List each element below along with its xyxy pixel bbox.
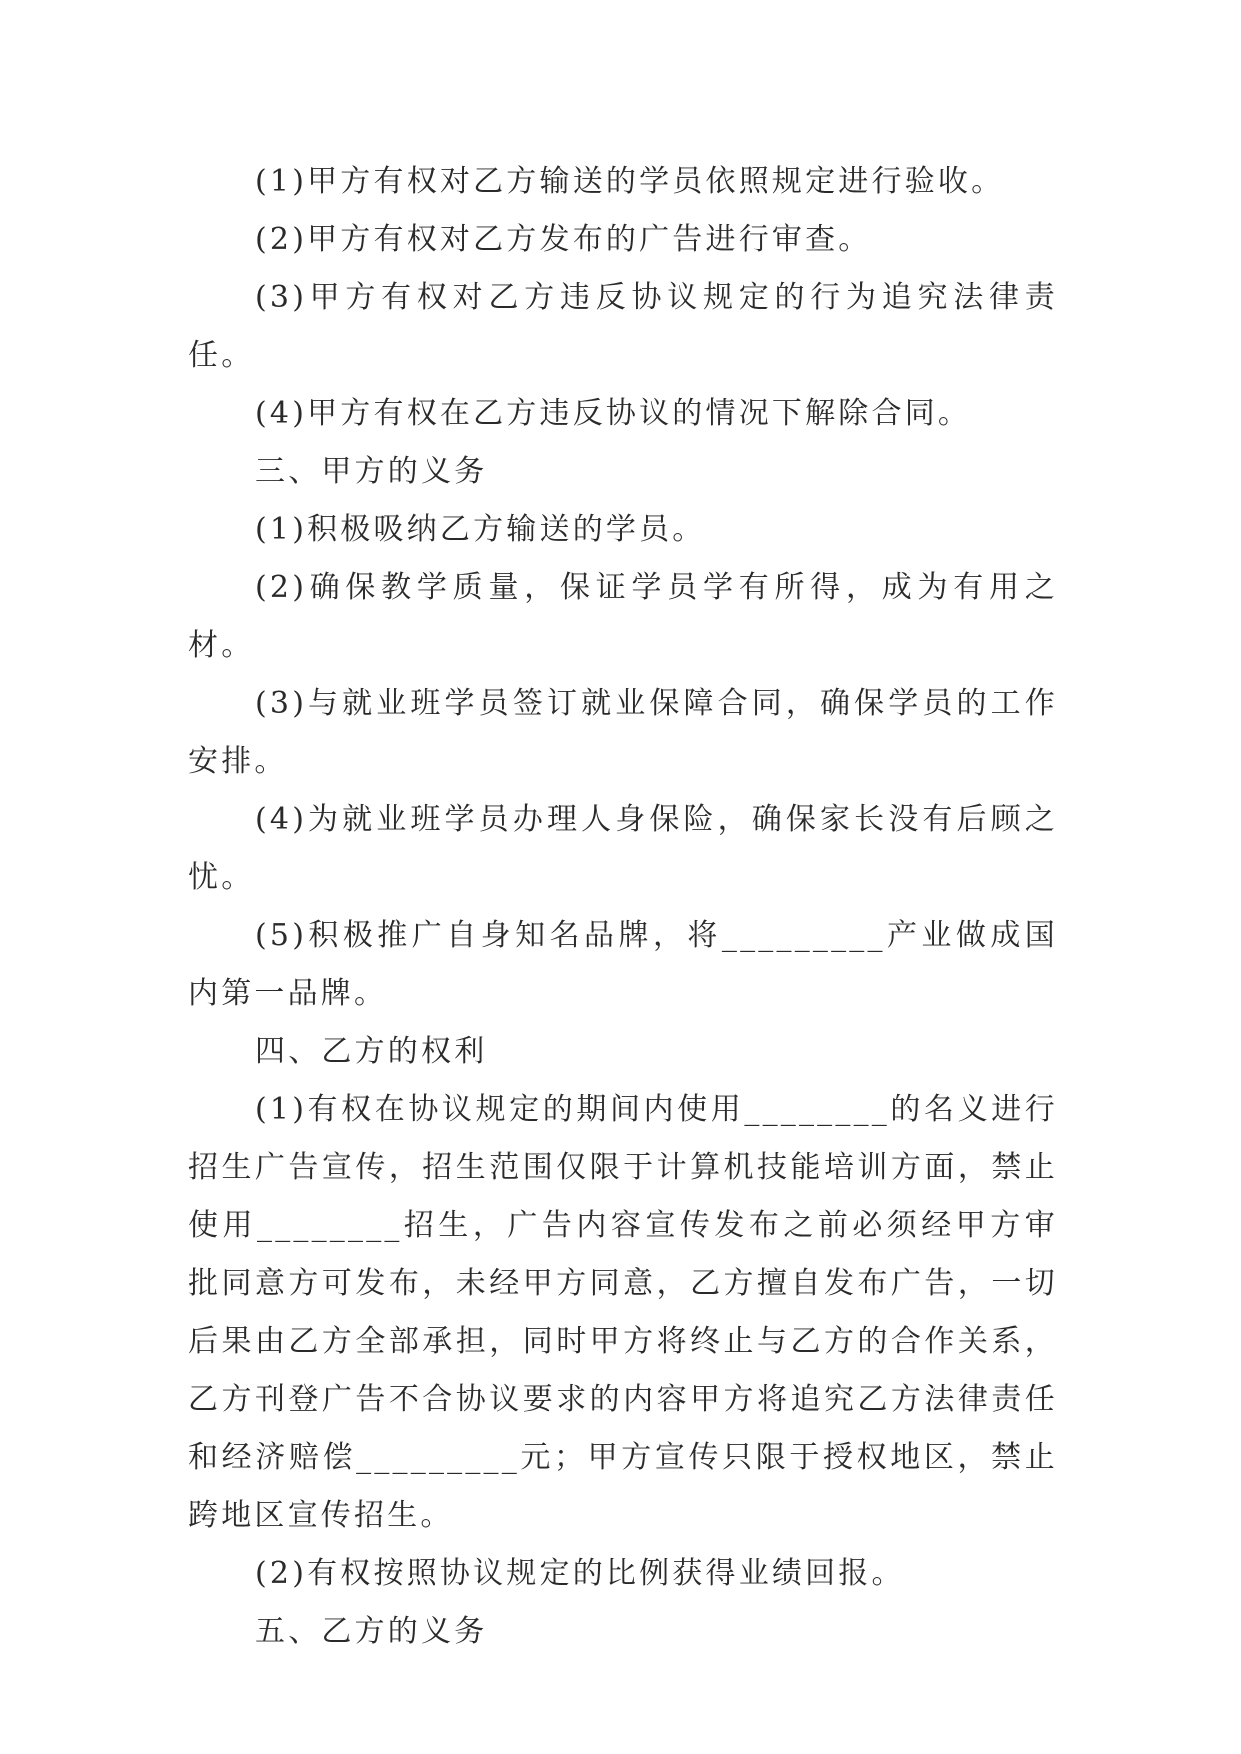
paragraph-party-a-right-3: (3)甲方有权对乙方违反协议规定的行为追究法律责任。 (188, 280, 1058, 373)
heading-party-b-rights: 四、乙方的权利 (255, 1034, 488, 1069)
paragraph-party-a-right-2: (2)甲方有权对乙方发布的广告进行审查。 (255, 222, 872, 257)
paragraph-party-a-right-4: (4)甲方有权在乙方违反协议的情况下解除合同。 (255, 396, 972, 431)
paragraph-party-a-obligation-1: (1)积极吸纳乙方输送的学员。 (255, 512, 706, 547)
heading-party-b-obligations: 五、乙方的义务 (255, 1614, 488, 1649)
paragraph-party-a-obligation-2: (2)确保教学质量，保证学员学有所得，成为有用之材。 (188, 570, 1058, 663)
heading-party-a-obligations: 三、甲方的义务 (255, 454, 488, 489)
paragraph-party-a-obligation-5: (5)积极推广自身知名品牌，将_________产业做成国内第一品牌。 (188, 918, 1058, 1011)
document-body (188, 153, 1058, 1661)
paragraph-party-a-obligation-4: (4)为就业班学员办理人身保险，确保家长没有后顾之忧。 (188, 802, 1058, 895)
paragraph-party-b-right-2: (2)有权按照协议规定的比例获得业绩回报。 (255, 1556, 905, 1591)
paragraph-party-a-right-1: (1)甲方有权对乙方输送的学员依照规定进行验收。 (255, 164, 1005, 199)
paragraph-party-b-right-1: (1)有权在协议规定的期间内使用________的名义进行招生广告宣传，招生范围仅限于计算机技能培训方面，禁止使用________招生，广告内容宣传发布之前必须经甲方审批同意方可发布，未经甲方同意，乙方擅自发布广告，一切后果由乙方全部承担，同时甲方将终止与乙方的合作关系，乙方刊登广告不合协议要求的内容甲方将追究乙方法律责任和经济赔偿_________元；甲方宣传只限于授权地区，禁止跨地区宣传招生。 (188, 1092, 1058, 1533)
paragraph-party-a-obligation-3: (3)与就业班学员签订就业保障合同，确保学员的工作安排。 (188, 686, 1058, 779)
